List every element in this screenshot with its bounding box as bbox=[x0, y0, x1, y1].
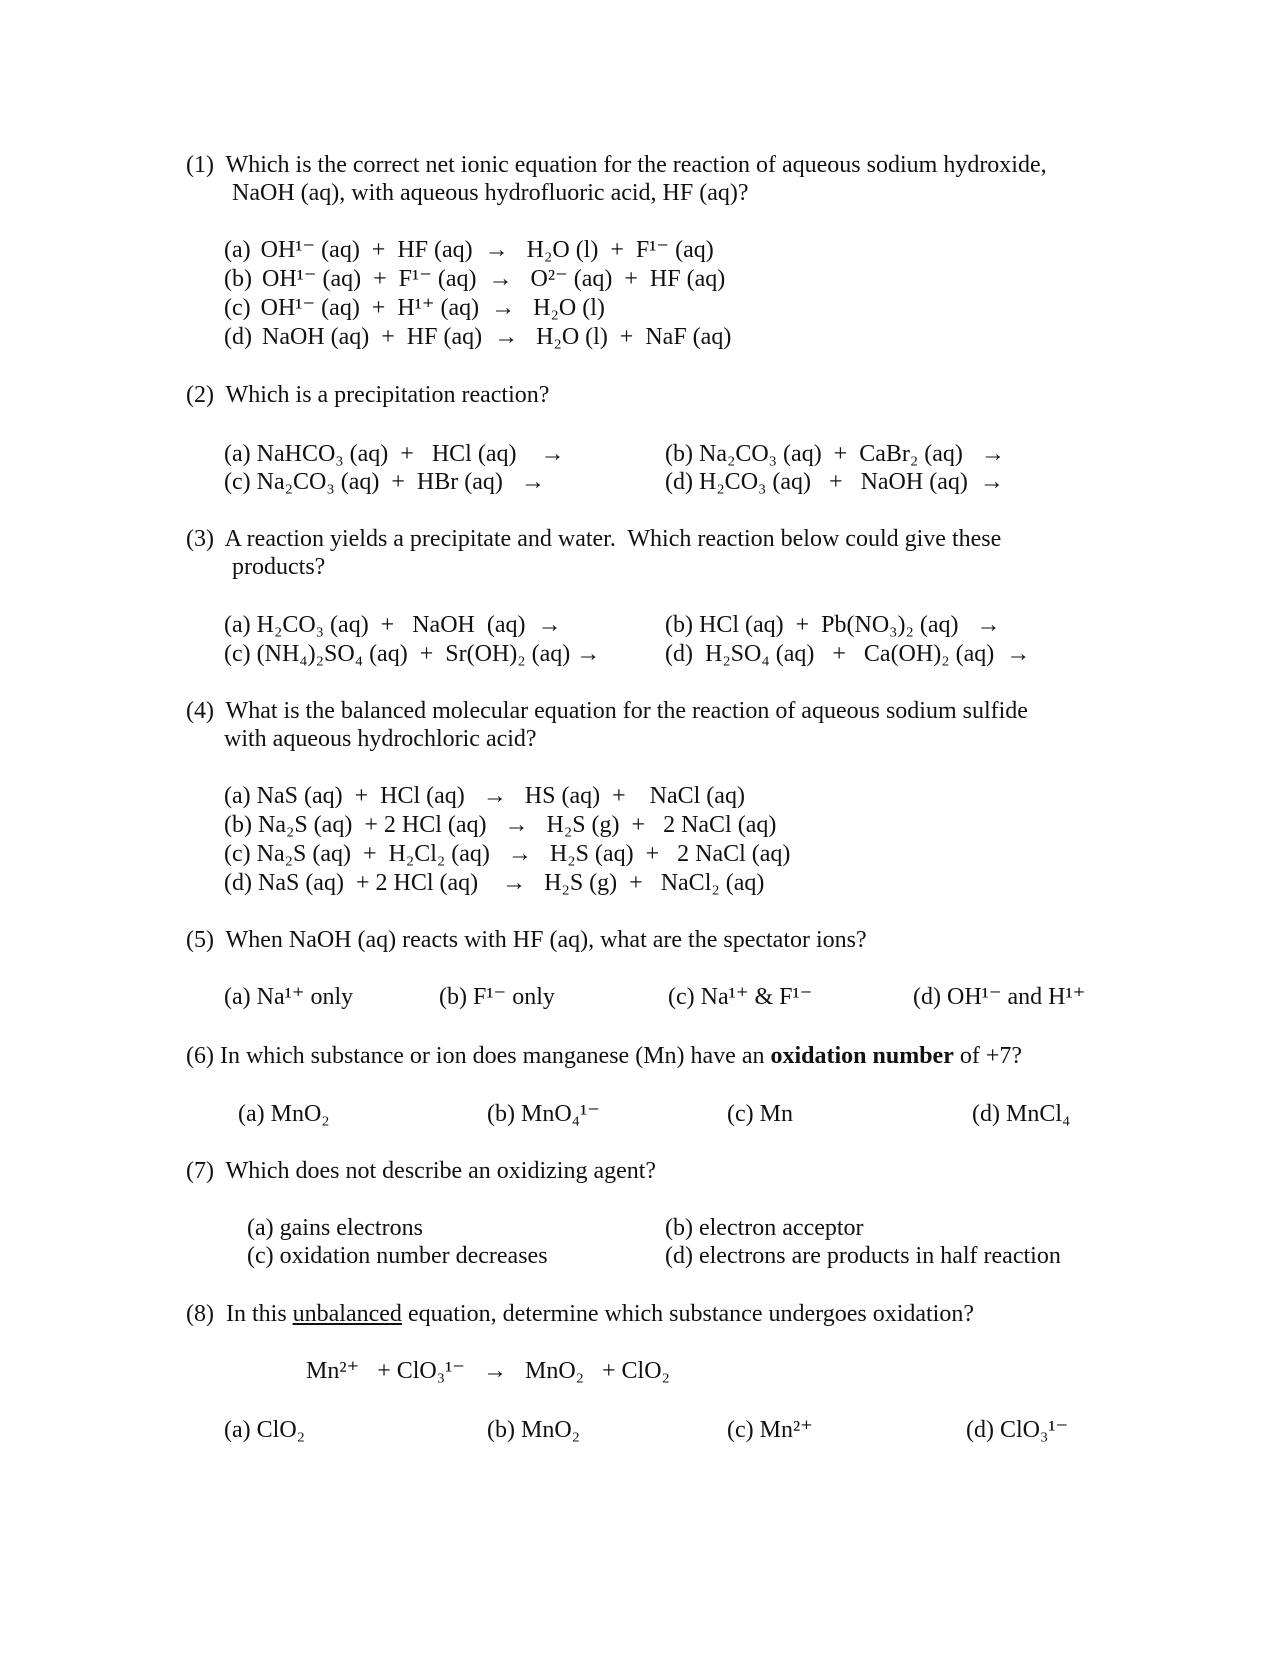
q2-option-d[interactable]: (d) H₂CO₃ (aq) + NaOH (aq) → bbox=[665, 469, 1004, 495]
q8-option-a[interactable]: (a) ClO₂ bbox=[224, 1417, 306, 1443]
q2-option-a[interactable]: (a) NaHCO₃ (aq) + HCl (aq) → bbox=[224, 441, 565, 467]
q3-stem-line2: products? bbox=[232, 554, 326, 580]
q3-option-a[interactable]: (a) H₂CO₃ (aq) + NaOH (aq) → bbox=[224, 612, 562, 638]
q2-option-b[interactable]: (b) Na₂CO₃ (aq) + CaBr₂ (aq) → bbox=[665, 441, 1005, 467]
q8-option-c[interactable]: (c) Mn²⁺ bbox=[727, 1417, 813, 1443]
q4-stem-line1: (4) What is the balanced molecular equation for the reaction of aqueous sodium sulfide bbox=[186, 698, 1028, 724]
q3-option-d[interactable]: (d) H₂SO₄ (aq) + Ca(OH)₂ (aq) → bbox=[665, 641, 1031, 667]
q6-stem: (6) In which substance or ion does manganese (Mn) have an oxidation number of +7? bbox=[186, 1043, 1023, 1069]
q7-option-a[interactable]: (a) gains electrons bbox=[247, 1215, 423, 1241]
q8-option-b[interactable]: (b) MnO₂ bbox=[487, 1417, 581, 1443]
q4-option-b[interactable]: (b) Na₂S (aq) + 2 HCl (aq) → H₂S (g) + 2 NaCl (aq) bbox=[224, 812, 777, 838]
q1-stem-line2: NaOH (aq), with aqueous hydrofluoric acid, HF (aq)? bbox=[232, 180, 749, 206]
q1-option-d[interactable]: (d) NaOH (aq) + HF (aq) → H₂O (l) + NaF (aq) bbox=[224, 324, 732, 350]
q7-option-c[interactable]: (c) oxidation number decreases bbox=[247, 1243, 548, 1269]
q4-stem-line2: with aqueous hydrochloric acid? bbox=[224, 726, 537, 752]
q4-option-a[interactable]: (a) NaS (aq) + HCl (aq) → HS (aq) + NaCl (aq) bbox=[224, 783, 745, 809]
q5-option-b[interactable]: (b) F¹⁻ only bbox=[439, 984, 555, 1010]
unbalanced-underlined: unbalanced bbox=[292, 1301, 402, 1327]
q7-option-d[interactable]: (d) electrons are products in half reaction bbox=[665, 1243, 1061, 1269]
q8-equation: Mn²⁺ + ClO₃¹⁻ → MnO₂ + ClO₂ bbox=[306, 1358, 670, 1384]
q7-option-b[interactable]: (b) electron acceptor bbox=[665, 1215, 864, 1241]
q1-option-a[interactable]: (a) OH¹⁻ (aq) + HF (aq) → H₂O (l) + F¹⁻ (aq) bbox=[224, 237, 714, 263]
q7-stem: (7) Which does not describe an oxidizing agent? bbox=[186, 1158, 657, 1184]
q5-option-c[interactable]: (c) Na¹⁺ & F¹⁻ bbox=[668, 984, 813, 1010]
q2-stem: (2) Which is a precipitation reaction? bbox=[186, 382, 550, 408]
q6-option-b[interactable]: (b) MnO₄¹⁻ bbox=[487, 1101, 600, 1127]
oxidation-number-bold: oxidation number bbox=[770, 1043, 954, 1069]
q5-stem: (5) When NaOH (aq) reacts with HF (aq), what are the spectator ions? bbox=[186, 927, 867, 953]
q2-option-c[interactable]: (c) Na₂CO₃ (aq) + HBr (aq) → bbox=[224, 469, 545, 495]
q6-option-a[interactable]: (a) MnO₂ bbox=[238, 1101, 330, 1127]
q4-option-c[interactable]: (c) Na₂S (aq) + H₂Cl₂ (aq) → H₂S (aq) + 2 NaCl (aq) bbox=[224, 841, 791, 867]
q6-option-c[interactable]: (c) Mn bbox=[727, 1101, 793, 1127]
q8-option-d[interactable]: (d) ClO₃¹⁻ bbox=[966, 1417, 1069, 1443]
q6-option-d[interactable]: (d) MnCl₄ bbox=[972, 1101, 1071, 1127]
q4-option-d[interactable]: (d) NaS (aq) + 2 HCl (aq) → H₂S (g) + NaCl₂ (aq) bbox=[224, 870, 765, 896]
q8-stem: (8) In this unbalanced equation, determine which substance undergoes oxidation? bbox=[186, 1301, 974, 1327]
q5-option-a[interactable]: (a) Na¹⁺ only bbox=[224, 984, 354, 1010]
q1-stem-line1: (1) Which is the correct net ionic equation for the reaction of aqueous sodium hydroxide, bbox=[186, 152, 1047, 178]
q5-option-d[interactable]: (d) OH¹⁻ and H¹⁺ bbox=[913, 984, 1086, 1010]
q1-option-b[interactable]: (b) OH¹⁻ (aq) + F¹⁻ (aq) → O²⁻ (aq) + HF (aq) bbox=[224, 266, 726, 292]
q3-option-c[interactable]: (c) (NH₄)₂SO₄ (aq) + Sr(OH)₂ (aq) → bbox=[224, 641, 601, 667]
q3-stem-line1: (3) A reaction yields a precipitate and water. Which reaction below could give these bbox=[186, 526, 1002, 552]
q3-option-b[interactable]: (b) HCl (aq) + Pb(NO₃)₂ (aq) → bbox=[665, 612, 1001, 638]
q1-option-c[interactable]: (c) OH¹⁻ (aq) + H¹⁺ (aq) → H₂O (l) bbox=[224, 295, 605, 321]
